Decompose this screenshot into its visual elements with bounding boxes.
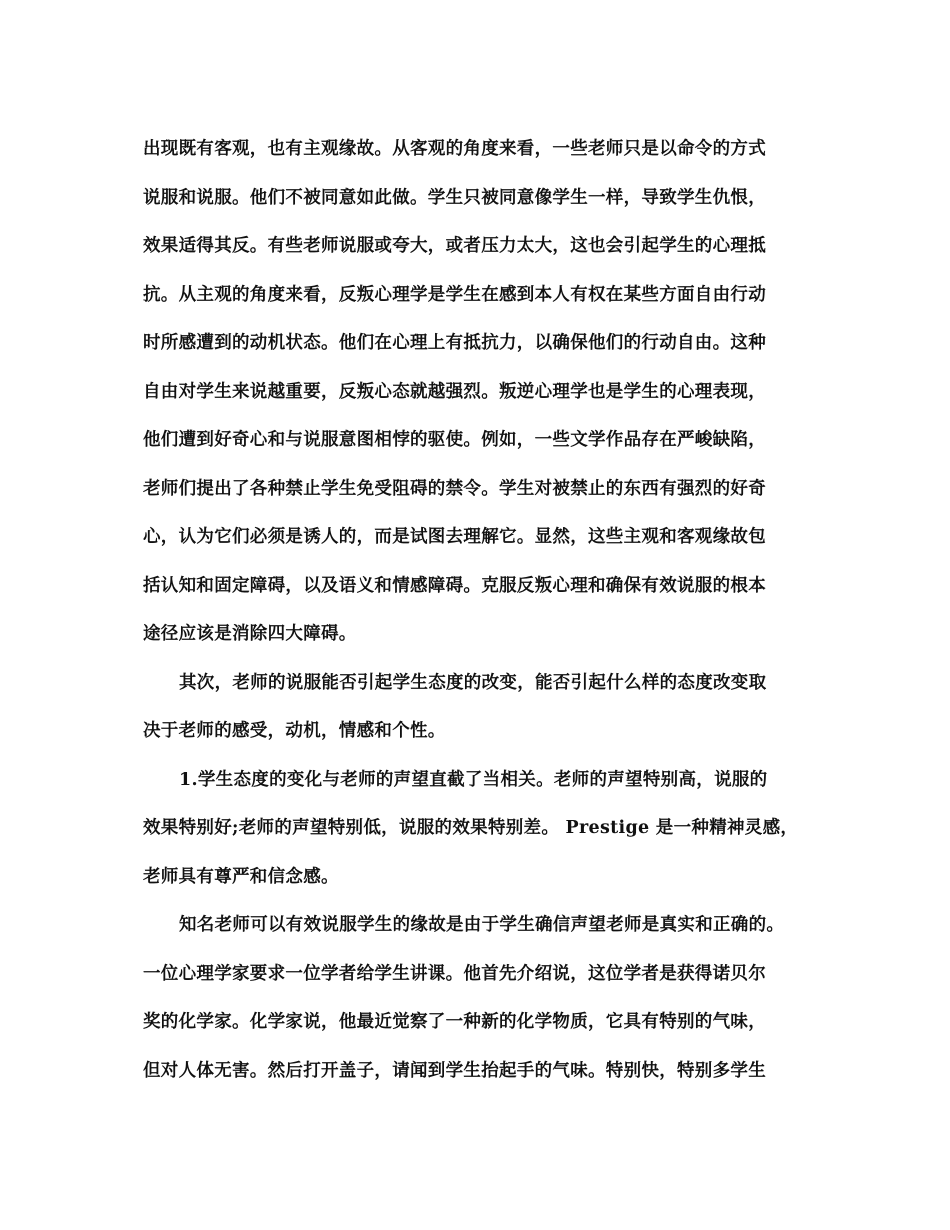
text-line: 老师们提出了各种禁止学生免受阻碍的禁令。学生对被禁止的东西有强烈的好奇 [143,478,766,499]
text-line: 抗。从主观的角度来看，反叛心理学是学生在感到本人有权在某些方面自由行动 [143,284,766,305]
text-line: 奖的化学家。化学家说，他最近觉察了一种新的化学物质，它具有特别的气味， [143,1012,766,1032]
text-line: 决于老师的感受，动机，情感和个性。 [143,721,446,741]
text-line: 自由对学生来说越重要，反叛心态就越强烈。叛逆心理学也是学生的心理表现， [143,381,766,402]
text-line: 说服和说服。他们不被同意如此做。学生只被同意像学生一样，导致学生仇恨， [143,187,766,208]
text-line: 他们遭到好奇心和与说服意图相悖的驱使。例如，一些文学作品存在严峻缺陷， [143,430,766,450]
text-line: 其次，老师的说服能否引起学生态度的改变，能否引起什么样的态度改变取 [179,672,767,693]
text-line: 效果特别好;老师的声望特别低，说服的效果特别差。 Prestige 是一种精神灵感， [143,818,799,838]
text-line: 一位心理学家要求一位学者给学生讲课。他首先介绍说，这位学者是获得诺贝尔 [143,963,766,984]
text-line: 知名老师可以有效说服学生的缘故是由于学生确信声望老师是真实和正确的。 [179,915,785,935]
text-line: 1.学生态度的变化与老师的声望直截了当相关。老师的声望特别高，说服的 [179,769,768,790]
text-line: 心，认为它们必须是诱人的，而是试图去理解它。显然，这些主观和客观缘故包 [143,527,766,547]
text-line: 时所感遭到的动机状态。他们在心理上有抵抗力，以确保他们的行动自由。这种 [143,333,766,353]
body-text [143,125,843,1095]
text-line: 括认知和固定障碍，以及语义和情感障碍。克服反叛心理和确保有效说服的根本 [143,575,766,596]
text-line: 途径应该是消除四大障碍。 [143,624,357,644]
text-line: 出现既有客观，也有主观缘故。从客观的角度来看，一些老师只是以命令的方式 [143,139,766,159]
text-line: 老师具有尊严和信念感。 [143,866,339,887]
text-line: 但对人体无害。然后打开盖子，请闻到学生抬起手的气味。特别快，特别多学生 [143,1060,766,1081]
text-line: 效果适得其反。有些老师说服或夸大，或者压力太大，这也会引起学生的心理抵 [143,236,766,256]
